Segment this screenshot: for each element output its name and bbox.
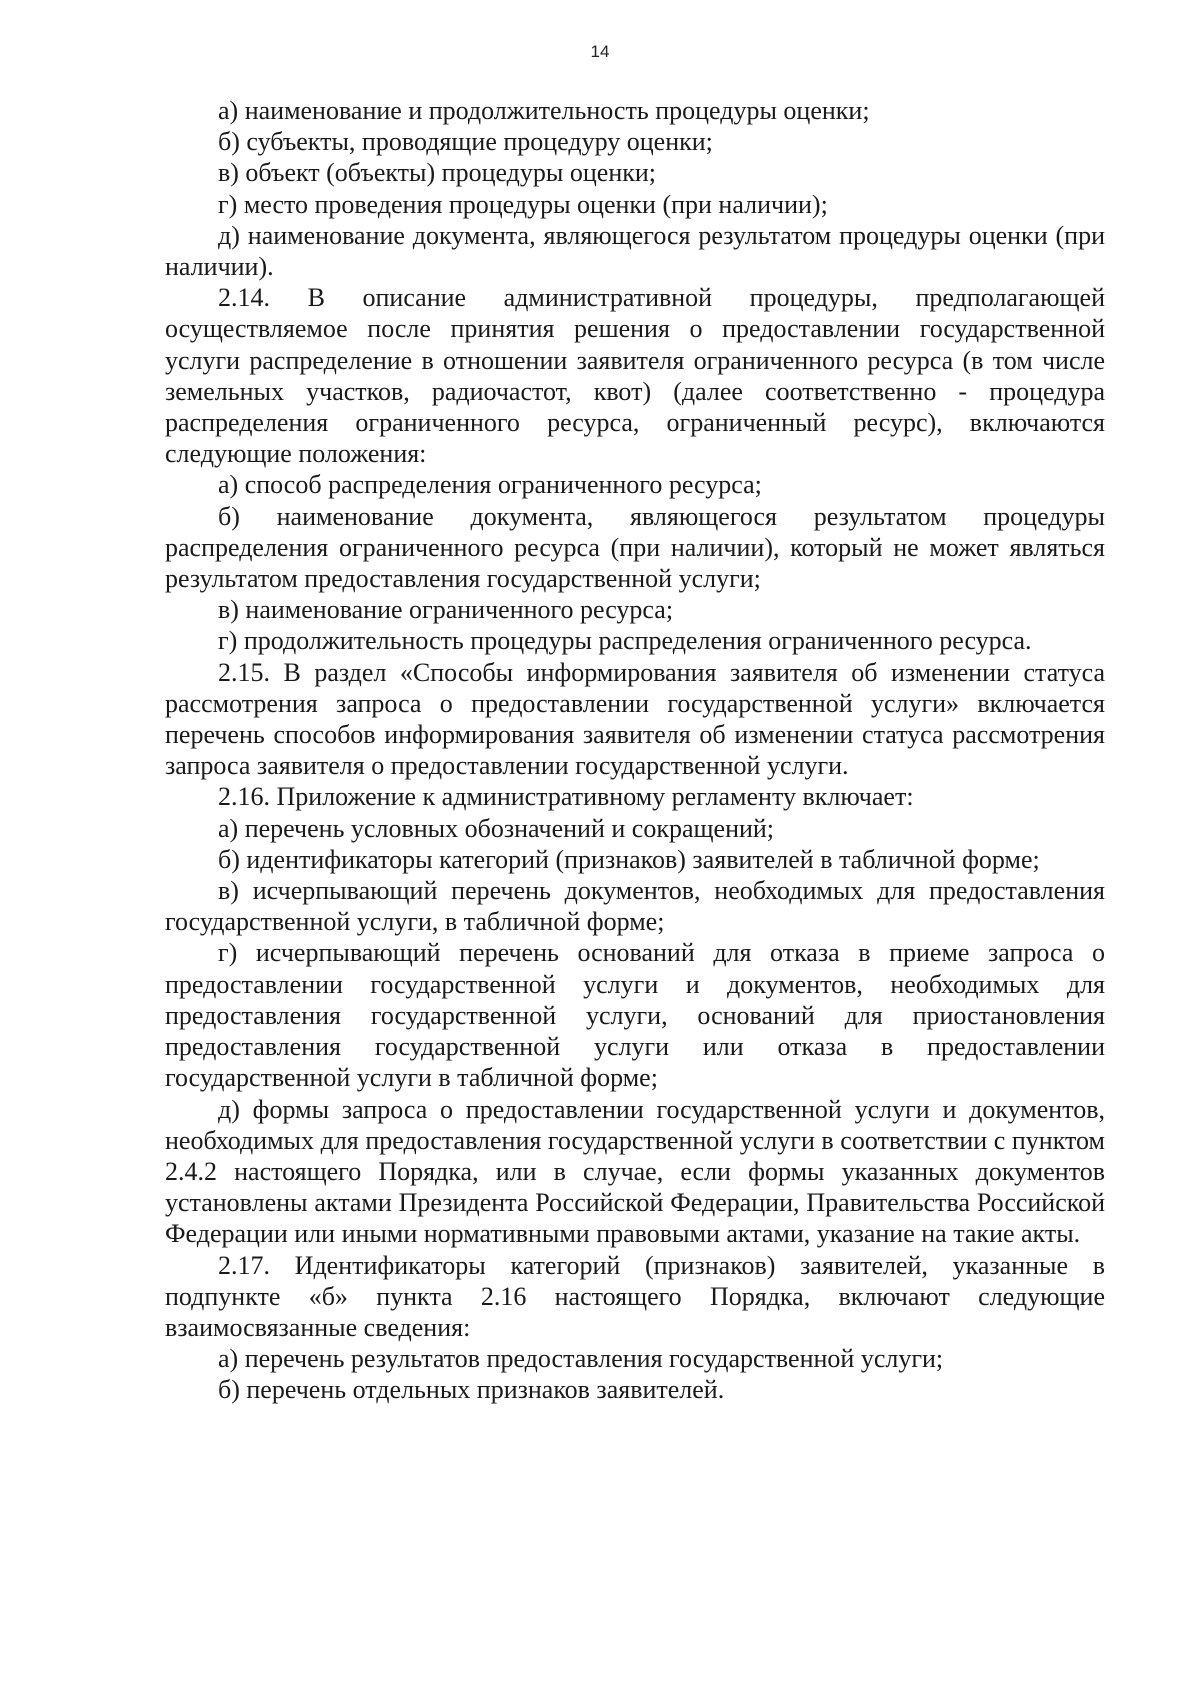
paragraph: б) наименование документа, являющегося результатом процедуры распределения ограниченного ресурса (при наличии), который не может являться результатом предоставления государственной услуги;	[165, 501, 1105, 594]
paragraph: 2.17. Идентификаторы категорий (признаков) заявителей, указанные в подпункте «б» пункта 2.16 настоящего Порядка, включают следующие взаимосвязанные сведения:	[165, 1250, 1105, 1342]
paragraph: г) место проведения процедуры оценки (при наличии);	[218, 189, 828, 219]
paragraph: б) идентификаторы категорий (признаков) заявителей в табличной форме;	[218, 844, 1040, 874]
paragraph: а) способ распределения ограниченного ресурса;	[218, 470, 762, 500]
paragraph: б) субъекты, проводящие процедуру оценки;	[218, 127, 713, 157]
paragraph: 2.16. Приложение к административному регламенту включает:	[218, 782, 914, 812]
document-body	[165, 95, 1105, 1406]
paragraph: а) перечень условных обозначений и сокращений;	[218, 813, 775, 843]
paragraph: д) формы запроса о предоставлении государственной услуги и документов, необходимых для предоставления государственной услуги в соответствии с пунктом 2.4.2 настоящего Порядка, или в случае, если формы указанных документов установлены актами Президента Российской Федерации, Правительства Российской Федерации или иными нормативными правовыми актами, указание на такие акты.	[165, 1094, 1105, 1249]
paragraph: 2.14. В описание административной процедуры, предполагающей осуществляемое после принятия решения о предоставлении государственной услуги распределение в отношении заявителя ограниченного ресурса (в том числе земельных участков, радиочастот, квот) (далее соответственно - процедура распределения ограниченного ресурса, ограниченный ресурс), включаются следующие положения:	[165, 283, 1105, 469]
paragraph: г) исчерпывающий перечень оснований для отказа в приеме запроса о предоставлении государственной услуги и документов, необходимых для предоставления государственной услуги, оснований для приостановления предоставления государственной услуги или отказа в предоставлении государственной услуги в табличной форме;	[165, 938, 1105, 1093]
paragraph: а) перечень результатов предоставления государственной услуги;	[218, 1344, 944, 1374]
paragraph: в) исчерпывающий перечень документов, необходимых для предоставления государственной услуги, в табличной форме;	[165, 876, 1105, 937]
paragraph: в) объект (объекты) процедуры оценки;	[218, 158, 657, 188]
paragraph: д) наименование документа, являющегося результатом процедуры оценки (при наличии).	[165, 220, 1105, 282]
paragraph: б) перечень отдельных признаков заявителей.	[218, 1375, 725, 1405]
paragraph: 2.15. В раздел «Способы информирования заявителя об изменении статуса рассмотрения запроса о предоставлении государственной услуги» включается перечень способов информирования заявителя об изменении статуса рассмотрения запроса заявителя о предоставлении государственной услуги.	[165, 657, 1105, 781]
paragraph: в) наименование ограниченного ресурса;	[218, 595, 674, 625]
paragraph: а) наименование и продолжительность процедуры оценки;	[218, 96, 870, 125]
paragraph: г) продолжительность процедуры распределения ограниченного ресурса.	[218, 626, 1032, 656]
page-number: 14	[590, 42, 610, 61]
